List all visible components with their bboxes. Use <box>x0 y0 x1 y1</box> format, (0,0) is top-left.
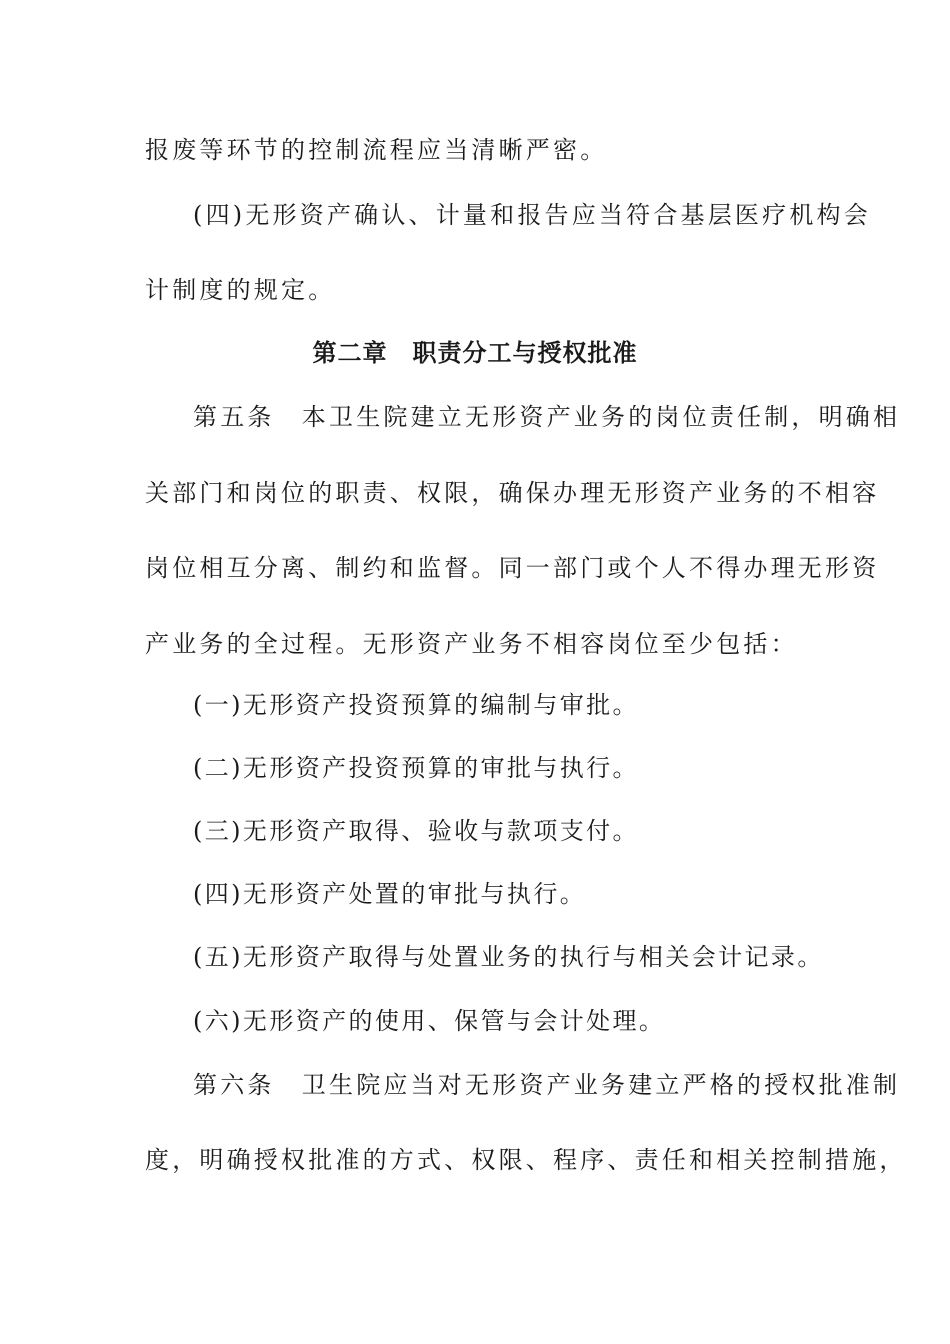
text-line-6: 关部门和岗位的职责、权限，确保办理无形资产业务的不相容 <box>145 479 880 507</box>
text-line-2: (四)无形资产确认、计量和报告应当符合基层医疗机构会 <box>193 201 871 229</box>
text-line-1: 报废等环节的控制流程应当清晰严密。 <box>145 136 608 164</box>
chapter-heading: 第二章 职责分工与授权批准 <box>312 339 638 367</box>
list-item-5: (五)无形资产取得与处置业务的执行与相关会计记录。 <box>193 943 824 971</box>
list-item-3: (三)无形资产取得、验收与款项支付。 <box>193 817 639 845</box>
text-line-3: 计制度的规定。 <box>145 276 336 304</box>
text-line-8: 产业务的全过程。无形资产业务不相容岗位至少包括： <box>145 630 798 658</box>
list-item-1: (一)无形资产投资预算的编制与审批。 <box>193 691 639 719</box>
text-line-5: 第五条 本卫生院建立无形资产业务的岗位责任制，明确相 <box>193 403 901 431</box>
list-item-6: (六)无形资产的使用、保管与会计处理。 <box>193 1007 666 1035</box>
list-item-4: (四)无形资产处置的审批与执行。 <box>193 880 587 908</box>
text-line-7: 岗位相互分离、制约和监督。同一部门或个人不得办理无形资 <box>145 554 880 582</box>
text-line-16: 度，明确授权批准的方式、权限、程序、责任和相关控制措施， <box>145 1146 907 1174</box>
list-item-2: (二)无形资产投资预算的审批与执行。 <box>193 754 639 782</box>
text-line-15: 第六条 卫生院应当对无形资产业务建立严格的授权批准制 <box>193 1071 901 1099</box>
